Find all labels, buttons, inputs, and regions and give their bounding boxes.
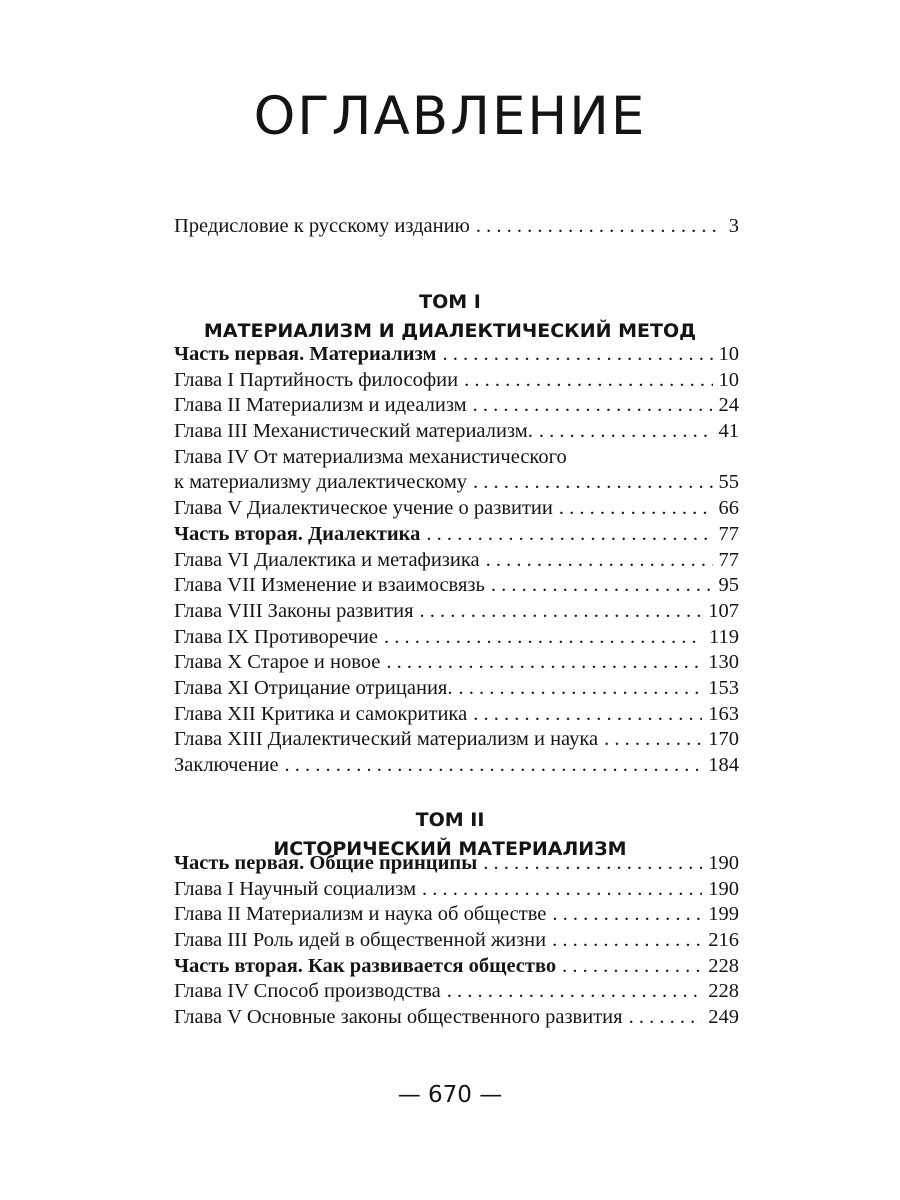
toc-entry-label: Глава XIII Диалектический материализм и наука <box>174 728 599 751</box>
toc-part-heading <box>174 522 739 548</box>
toc-entry-label: Глава XI Отрицание отрицания. <box>174 676 453 699</box>
volume1-heading <box>0 288 900 346</box>
toc-entry-page: 130 <box>708 651 739 674</box>
toc-line <box>174 419 739 445</box>
dot-leader <box>480 548 713 574</box>
toc-entry-label: Часть вторая. Диалектика <box>174 522 421 545</box>
toc-entry-page: 190 <box>708 852 739 874</box>
toc-line <box>174 877 739 903</box>
toc-entry-label: Глава VII Изменение и взаимосвязь <box>174 574 485 597</box>
preface-entry <box>174 214 739 240</box>
toc-entry-page: 184 <box>708 754 739 776</box>
toc-line <box>174 902 739 928</box>
dot-leader <box>556 954 702 980</box>
toc-line <box>174 214 739 240</box>
toc-entry-page: 170 <box>708 728 739 751</box>
toc-part-heading <box>174 851 739 877</box>
toc-entry-page: 163 <box>708 702 739 725</box>
toc-entry-label: Глава I Научный социализм <box>174 877 417 900</box>
toc-entry-label: Часть первая. Общие принципы <box>174 852 478 874</box>
dot-leader <box>598 727 702 753</box>
toc-entry-page: 216 <box>708 929 739 952</box>
volume2-entries <box>174 851 739 1031</box>
dot-leader <box>467 702 702 728</box>
toc-entry-label: Глава V Основные законы общественного развития <box>174 1006 623 1029</box>
toc-line <box>174 928 739 954</box>
dot-leader <box>477 851 702 877</box>
volume1-name: МАТЕРИАЛИЗМ И ДИАЛЕКТИЧЕСКИЙ МЕТОД <box>203 320 697 342</box>
toc-line <box>174 1005 739 1031</box>
toc-line <box>174 368 739 394</box>
dot-leader <box>414 599 703 625</box>
dot-leader <box>416 877 702 903</box>
toc-entry-page: 153 <box>708 676 739 699</box>
toc-entry-label: Глава III Механистический материализм. <box>174 420 533 443</box>
toc-entry-page: 10 <box>718 343 739 365</box>
toc-line <box>174 979 739 1005</box>
toc-entry-page: 10 <box>718 368 739 391</box>
toc-entry-page: 228 <box>708 980 739 1003</box>
dot-leader <box>533 419 713 445</box>
toc-entry-page: 3 <box>728 215 739 237</box>
toc-line <box>174 702 739 728</box>
dot-leader <box>420 522 712 548</box>
toc-entry-label: Глава III Роль идей в общественной жизни <box>174 929 547 952</box>
toc-part-heading <box>174 954 739 980</box>
toc-entry-page: 199 <box>708 903 739 926</box>
dot-leader <box>546 928 702 954</box>
toc-entry-page: 107 <box>708 599 739 622</box>
toc-entry-label: Глава IX Противоречие <box>174 625 378 648</box>
dot-leader <box>470 214 723 240</box>
dot-leader <box>437 342 713 368</box>
toc-entry-page: 119 <box>709 625 739 648</box>
toc-entry-label: Глава VI Диалектика и метафизика <box>174 548 480 571</box>
dot-leader <box>553 496 713 522</box>
toc-entry-page: 77 <box>718 522 739 545</box>
volume2-name: ИСТОРИЧЕСКИЙ МАТЕРИАЛИЗМ <box>273 838 627 860</box>
volume2-tom: ТОМ II <box>415 809 485 831</box>
dot-leader <box>623 1005 703 1031</box>
volume1-entries <box>174 342 739 779</box>
dot-leader <box>378 625 703 651</box>
toc-entry-page: 24 <box>718 394 739 417</box>
toc-entry-page: 55 <box>718 471 739 494</box>
toc-entry-label: Заключение <box>174 754 279 776</box>
dot-leader <box>467 393 713 419</box>
toc-entry-page: 95 <box>718 574 739 597</box>
toc-line <box>174 625 739 651</box>
toc-line <box>174 753 739 779</box>
toc-entry-label: к материализму диалектическому <box>174 471 468 494</box>
dot-leader <box>458 368 712 394</box>
dot-leader <box>485 573 713 599</box>
toc-entry-label: Глава XII Критика и самокритика <box>174 702 468 725</box>
toc-entry-label: Глава IV От материализма механистического <box>174 445 567 468</box>
toc-entry-label: Часть первая. Материализм <box>174 343 437 365</box>
toc-entry-label: Глава IV Способ производства <box>174 980 441 1003</box>
dot-leader <box>279 753 703 779</box>
toc-line <box>174 496 739 522</box>
toc-entry-page: 249 <box>708 1006 739 1029</box>
toc-entry-label: Глава V Диалектическое учение о развитии <box>174 497 553 520</box>
toc-entry-label: Часть вторая. Как развивается общество <box>174 954 557 977</box>
page-title: ОГЛАВЛЕНИЕ <box>253 86 647 147</box>
toc-entry-page: 228 <box>708 954 739 977</box>
volume1-tom: ТОМ I <box>419 291 481 313</box>
toc-entry-page: 41 <box>718 420 739 443</box>
toc-entry-page: 190 <box>708 877 739 900</box>
toc-line <box>174 650 739 676</box>
toc-entry-label: Предисловие к русскому изданию <box>174 215 470 237</box>
toc-entry-label: Глава I Партийность философии <box>174 368 459 391</box>
toc-line <box>174 470 739 496</box>
toc-line <box>174 573 739 599</box>
toc-line <box>174 727 739 753</box>
dot-leader <box>441 979 703 1005</box>
toc-entry-label: Глава X Старое и новое <box>174 651 381 674</box>
toc-line <box>174 393 739 419</box>
toc-line <box>174 599 739 625</box>
toc-entry-label: Глава II Материализм и наука об обществе <box>174 903 547 926</box>
toc-entry-label: Глава VIII Законы развития <box>174 599 414 622</box>
toc-entry-page: 66 <box>718 497 739 520</box>
toc-line <box>174 445 739 471</box>
dot-leader <box>452 676 702 702</box>
toc-entry-page: 77 <box>718 548 739 571</box>
dot-leader <box>467 470 712 496</box>
toc-line <box>174 548 739 574</box>
toc-part-heading <box>174 342 739 368</box>
toc-entry-label: Глава II Материализм и идеализм <box>174 394 467 417</box>
dot-leader <box>546 902 702 928</box>
dot-leader <box>380 650 702 676</box>
toc-line <box>174 676 739 702</box>
page-number: — 670 — <box>397 1082 503 1108</box>
